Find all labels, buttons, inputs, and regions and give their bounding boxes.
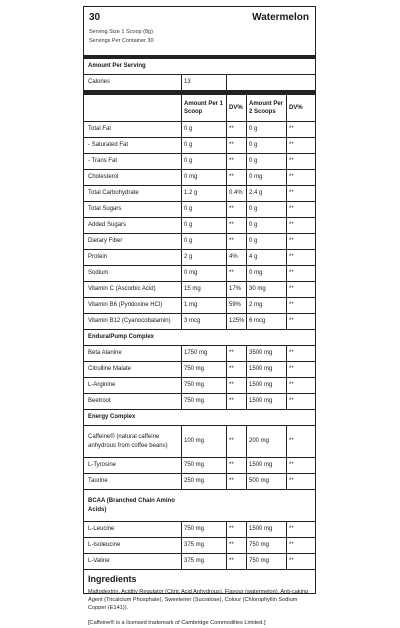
dv-2: ** xyxy=(289,438,294,445)
nutrient-name: Vitamin B6 (Pyridoxine HCl) xyxy=(88,302,163,309)
nutrient-name: Added Sugars xyxy=(88,222,127,229)
nutrient-name: - Trans Fat xyxy=(88,158,118,165)
amount-2-scoops: 0 mg xyxy=(249,174,263,181)
amount-2-scoops: 1500 mg xyxy=(249,526,273,533)
amount-1-scoop: 2 g xyxy=(184,254,193,261)
dv-1: ** xyxy=(229,398,234,405)
amount-2-scoops: 2 mg xyxy=(249,302,263,309)
amount-2-scoops: 0 g xyxy=(249,222,258,229)
servings-number: 30 xyxy=(89,12,101,23)
nutrient-name: L-Valine xyxy=(88,558,110,565)
nutrient-name: Cholesterol xyxy=(88,174,119,181)
amount-2-scoops: 30 mg xyxy=(249,286,266,293)
calories-value: 13 xyxy=(184,79,191,86)
amount-2-scoops: 750 mg xyxy=(249,558,270,565)
table-row xyxy=(84,250,315,266)
endura-complex-rows xyxy=(84,346,315,410)
amount-2-scoops: 1500 mg xyxy=(249,462,273,469)
nutrient-rows xyxy=(84,122,315,330)
dv-1: ** xyxy=(229,366,234,373)
dv-2: ** xyxy=(289,542,294,549)
amount-1-scoop: 375 mg xyxy=(184,558,205,565)
table-row xyxy=(84,346,315,362)
flavor-name: Watermelon xyxy=(252,12,309,23)
amount-1-scoop: 0 mg xyxy=(184,270,198,277)
nutrient-name: L-Arginine xyxy=(88,382,116,389)
table-row xyxy=(84,394,315,410)
energy-complex-header xyxy=(84,410,315,426)
dv-2: ** xyxy=(289,158,294,165)
dv-1: 59% xyxy=(229,302,242,309)
calories-row xyxy=(84,75,315,91)
dv-1: ** xyxy=(229,542,234,549)
dv-2: ** xyxy=(289,366,294,373)
nutrient-name: Citrulline Malate xyxy=(88,366,132,373)
table-row xyxy=(84,218,315,234)
dv-1: ** xyxy=(229,142,234,149)
amount-1-scoop: 1750 mg xyxy=(184,350,208,357)
dv-2: ** xyxy=(289,558,294,565)
amount-1-scoop: 100 mg xyxy=(184,438,205,445)
amount-1-scoop: 0 g xyxy=(184,222,193,229)
dv-2: ** xyxy=(289,174,294,181)
calories-label: Calories xyxy=(88,79,111,86)
dv-2: ** xyxy=(289,526,294,533)
nutrient-name: - Saturated Fat xyxy=(88,142,129,149)
nutrient-name: Total Carbohydrate xyxy=(88,190,139,197)
amount-1-scoop: 1.2 g xyxy=(184,190,198,197)
dv-1: ** xyxy=(229,222,234,229)
amount-2-scoops: 750 mg xyxy=(249,542,270,549)
table-row xyxy=(84,298,315,314)
table-row xyxy=(84,426,315,458)
amount-2-scoops: 0 mg xyxy=(249,270,263,277)
column-amount-1-scoop: Amount Per 1 Scoop xyxy=(184,100,224,115)
amount-1-scoop: 3 mcg xyxy=(184,318,201,325)
dv-1: ** xyxy=(229,382,234,389)
amount-2-scoops: 3500 mg xyxy=(249,350,273,357)
dv-2: ** xyxy=(289,478,294,485)
dv-2: ** xyxy=(289,206,294,213)
amount-1-scoop: 750 mg xyxy=(184,462,205,469)
ingredients-title: Ingredients xyxy=(88,574,137,584)
bcaa-rows xyxy=(84,522,315,570)
table-row xyxy=(84,122,315,138)
column-header-row xyxy=(84,95,315,122)
table-row xyxy=(84,170,315,186)
amount-1-scoop: 1 mg xyxy=(184,302,198,309)
dv-2: ** xyxy=(289,462,294,469)
energy-complex-title: Energy Complex xyxy=(88,414,136,421)
amount-1-scoop: 0 g xyxy=(184,142,193,149)
table-row xyxy=(84,138,315,154)
dv-2: ** xyxy=(289,190,294,197)
nutrient-name: Dietary Fiber xyxy=(88,238,123,245)
amount-1-scoop: 15 mg xyxy=(184,286,201,293)
dv-1: ** xyxy=(229,478,234,485)
table-row xyxy=(84,458,315,474)
table-row xyxy=(84,362,315,378)
nutrient-name: Vitamin C (Ascorbic Acid) xyxy=(88,286,156,293)
dv-2: ** xyxy=(289,254,294,261)
amount-1-scoop: 375 mg xyxy=(184,542,205,549)
table-row xyxy=(84,234,315,250)
amount-2-scoops: 1500 mg xyxy=(249,366,273,373)
dv-1: ** xyxy=(229,206,234,213)
dv-1: ** xyxy=(229,126,234,133)
amount-1-scoop: 750 mg xyxy=(184,398,205,405)
nutrient-name: Total Fat xyxy=(88,126,112,133)
amount-2-scoops: 500 mg xyxy=(249,478,270,485)
bcaa-header xyxy=(84,490,315,522)
amount-1-scoop: 250 mg xyxy=(184,478,205,485)
dv-2: ** xyxy=(289,238,294,245)
serving-size: Serving Size 1 Scoop (8g) xyxy=(89,29,153,35)
nutrient-name: Protein xyxy=(88,254,108,261)
dv-2: ** xyxy=(289,350,294,357)
dv-2: ** xyxy=(289,126,294,133)
column-dv-1: DV% xyxy=(229,104,243,111)
amount-2-scoops: 0 g xyxy=(249,238,258,245)
dv-1: ** xyxy=(229,558,234,565)
table-row xyxy=(84,474,315,490)
nutrient-name: Total Sugars xyxy=(88,206,122,213)
dv-1: ** xyxy=(229,238,234,245)
dv-1: 0.4% xyxy=(229,190,243,197)
nutrient-name: Beta Alanine xyxy=(88,350,122,357)
table-row xyxy=(84,538,315,554)
dv-1: 4% xyxy=(229,254,238,261)
dv-2: ** xyxy=(289,286,294,293)
dv-2: ** xyxy=(289,318,294,325)
amount-2-scoops: 0 g xyxy=(249,142,258,149)
amount-per-serving-row xyxy=(84,59,315,75)
bcaa-title: BCAA (Branched Chain Amino Acids) xyxy=(88,498,175,513)
ingredients-section xyxy=(84,570,315,628)
table-row xyxy=(84,314,315,330)
table-row xyxy=(84,202,315,218)
dv-1: 17% xyxy=(229,286,242,293)
table-row xyxy=(84,154,315,170)
dv-1: ** xyxy=(229,270,234,277)
amount-2-scoops: 1500 mg xyxy=(249,382,273,389)
ingredients-text: Maltodextrin, Acidity Regulator (Citric Acid Anhydrous), Flavour (watermelon), Anti-caking Agent (Tricalcium Phosphate), Sweetener (Sucralose), Colour (Chlorophyllin Sodium Copper (E141)). xyxy=(88,589,309,612)
energy-complex-rows xyxy=(84,426,315,490)
amount-1-scoop: 0 mg xyxy=(184,174,198,181)
trademark-note: [Caffeine® is a licensed trademark of Cambridge Commodities Limited.] xyxy=(88,620,266,627)
dv-2: ** xyxy=(289,142,294,149)
table-row xyxy=(84,282,315,298)
amount-2-scoops: 2.4 g xyxy=(249,190,263,197)
amount-1-scoop: 0 g xyxy=(184,238,193,245)
amount-per-serving-label: Amount Per Serving xyxy=(88,63,146,70)
endura-complex-header xyxy=(84,330,315,346)
dv-2: ** xyxy=(289,270,294,277)
dv-2: ** xyxy=(289,222,294,229)
amount-1-scoop: 0 g xyxy=(184,158,193,165)
amount-2-scoops: 0 g xyxy=(249,206,258,213)
amount-2-scoops: 0 g xyxy=(249,158,258,165)
dv-1: ** xyxy=(229,350,234,357)
dv-1: 125% xyxy=(229,318,245,325)
column-dv-2: DV% xyxy=(289,104,303,111)
table-row xyxy=(84,522,315,538)
column-amount-2-scoops: Amount Per 2 Scoops xyxy=(249,100,284,115)
label-header xyxy=(84,7,315,55)
table-row xyxy=(84,378,315,394)
nutrient-name: Taurine xyxy=(88,478,108,485)
dv-1: ** xyxy=(229,526,234,533)
amount-1-scoop: 0 g xyxy=(184,126,193,133)
endura-complex-title: Endura/Pump Complex xyxy=(88,334,155,341)
dv-1: ** xyxy=(229,438,234,445)
nutrient-name: Caffeine® (natural caffeine anhydrous from coffee beans) xyxy=(88,434,168,449)
amount-1-scoop: 0 g xyxy=(184,206,193,213)
nutrient-name: Beetroot xyxy=(88,398,111,405)
nutrient-name: L-Isoleucine xyxy=(88,542,121,549)
amount-1-scoop: 750 mg xyxy=(184,526,205,533)
nutrient-name: L-Leucine xyxy=(88,526,115,533)
amount-1-scoop: 750 mg xyxy=(184,366,205,373)
nutrient-name: Vitamin B12 (Cyanocobalamin) xyxy=(88,318,171,325)
table-row xyxy=(84,186,315,202)
amount-2-scoops: 6 mcg xyxy=(249,318,266,325)
amount-1-scoop: 750 mg xyxy=(184,382,205,389)
dv-2: ** xyxy=(289,382,294,389)
nutrient-name: Sodium xyxy=(88,270,109,277)
amount-2-scoops: 0 g xyxy=(249,126,258,133)
dv-1: ** xyxy=(229,158,234,165)
servings-per-container: Servings Per Container 30 xyxy=(89,38,154,44)
nutrient-name: L-Tyrosine xyxy=(88,462,117,469)
amount-2-scoops: 200 mg xyxy=(249,438,270,445)
supplement-facts-label xyxy=(83,6,316,627)
dv-2: ** xyxy=(289,302,294,309)
table-row xyxy=(84,554,315,570)
dv-1: ** xyxy=(229,462,234,469)
table-row xyxy=(84,266,315,282)
dv-1: ** xyxy=(229,174,234,181)
dv-2: ** xyxy=(289,398,294,405)
amount-2-scoops: 4 g xyxy=(249,254,258,261)
amount-2-scoops: 1500 mg xyxy=(249,398,273,405)
